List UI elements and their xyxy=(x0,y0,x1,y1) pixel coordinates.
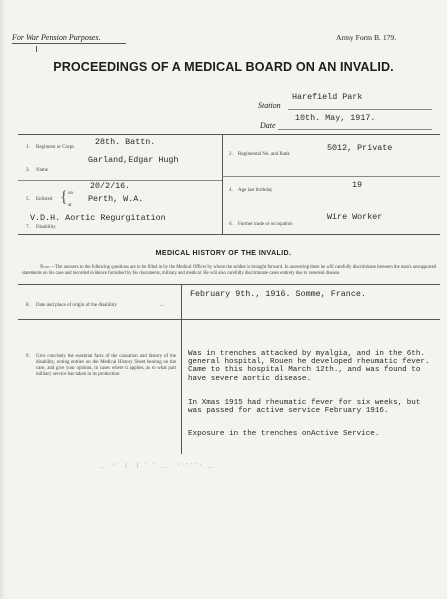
q8-value: February 9th., 1916. Somme, France. xyxy=(190,289,366,299)
history-row-divider xyxy=(18,319,440,320)
date-line xyxy=(278,129,432,130)
field-name-label: Name xyxy=(36,168,48,173)
history-note-text: —The answers to the following questions are to be filled in by the Medical Officer by whom the soldier is brought forward. In answering them he will carefully discriminate between the man's unsupported statements on his case and recorded evidence furnished by his documents, military and medical. He will also carefully discriminate cases entirely due to venereal disease. xyxy=(22,265,436,276)
war-pension-note: For War Pension Purposes. xyxy=(12,33,101,42)
history-center-divider xyxy=(181,284,182,454)
field-regiment-num: 1. xyxy=(26,145,30,150)
field-enlisted-label: Enlisted xyxy=(36,197,53,202)
field-regiment-value: 28th. Battn. xyxy=(95,137,156,147)
enlisted-at-label: at xyxy=(68,203,72,208)
field-trade-label: Former trade or occupation xyxy=(238,222,293,227)
field-regno-value: 5012, Private xyxy=(327,143,393,153)
q9-num: 9. xyxy=(26,354,30,359)
war-pension-underline xyxy=(12,43,126,44)
q9-paragraph-3: Exposure in the trenches onActive Service. xyxy=(188,430,380,438)
station-label: Station xyxy=(258,101,281,110)
field-regiment-label: Regiment or Corps xyxy=(36,145,75,150)
details-top-border xyxy=(18,134,440,135)
field-disability-label: Disability xyxy=(36,225,56,230)
station-line xyxy=(288,109,432,110)
form-number: Army Form B. 179. xyxy=(336,33,397,42)
field-enlisted-num: 5. xyxy=(26,197,30,202)
history-heading: MEDICAL HISTORY OF THE INVALID. xyxy=(155,250,292,257)
faint-bleed-text: … ʻʿ l. l ʼ ʼ …ʿ ʻʿʽʼʼʻ … xyxy=(100,462,217,470)
punch-mark xyxy=(36,46,37,52)
q9-paragraph-1: Was in trenches attacked by myalgia, and in the 6th. general hospital, Rouen he developed rheumatic fever. Came to this hospital March 12th., and was found to have severe aortic disease. xyxy=(188,350,430,383)
scan-edge xyxy=(0,0,6,599)
enlisted-at-value: Perth, W.A. xyxy=(88,194,144,204)
history-note xyxy=(22,265,436,276)
field-regno-num: 2. xyxy=(229,152,233,157)
q8-num: 8. xyxy=(26,303,30,308)
date-value: 10th. May, 1917. xyxy=(295,113,376,123)
history-note-label: Note. xyxy=(40,265,51,270)
q8-label: Date and place of origin of the disability xyxy=(36,303,117,308)
enlisted-on-value: 20/2/16. xyxy=(90,181,131,191)
field-name-value: Garland,Edgar Hugh xyxy=(88,155,179,165)
row-divider-right xyxy=(222,176,440,177)
field-name-num: 3. xyxy=(26,168,30,173)
page-title: PROCEEDINGS OF A MEDICAL BOARD ON AN INVALID. xyxy=(53,60,394,74)
field-disability-value: V.D.H. Aortic Regurgitation xyxy=(30,213,166,223)
q9-label: Give concisely the essential facts of the causation and history of the disability, noting entries on the Medical History Sheet bearing on the case, and give your opinion, in cases where it applies, as to what part military service has taken in its production xyxy=(36,354,176,377)
field-trade-value: Wire Worker xyxy=(327,212,383,222)
field-age-value: 19 xyxy=(352,180,363,190)
field-disability-num: 7. xyxy=(26,225,30,230)
details-center-divider xyxy=(222,134,223,234)
date-label: Date xyxy=(260,121,276,130)
details-bottom-border xyxy=(18,234,440,235)
enlisted-brace: { xyxy=(60,189,68,206)
enlisted-on-label: on xyxy=(68,191,73,196)
field-age-num: 4. xyxy=(229,188,233,193)
field-regno-label: Regimental No. and Rank xyxy=(238,152,290,157)
q8-dots: ... xyxy=(160,303,164,308)
q9-paragraph-2: In Xmas 1915 had rheumatic fever for six weeks, but was passed for active service February 1916. xyxy=(188,399,421,416)
station-value: Harefield Park xyxy=(292,92,363,102)
history-top-border xyxy=(18,284,440,285)
field-trade-num: 6. xyxy=(229,222,233,227)
field-age-label: Age last birthday xyxy=(238,188,273,193)
